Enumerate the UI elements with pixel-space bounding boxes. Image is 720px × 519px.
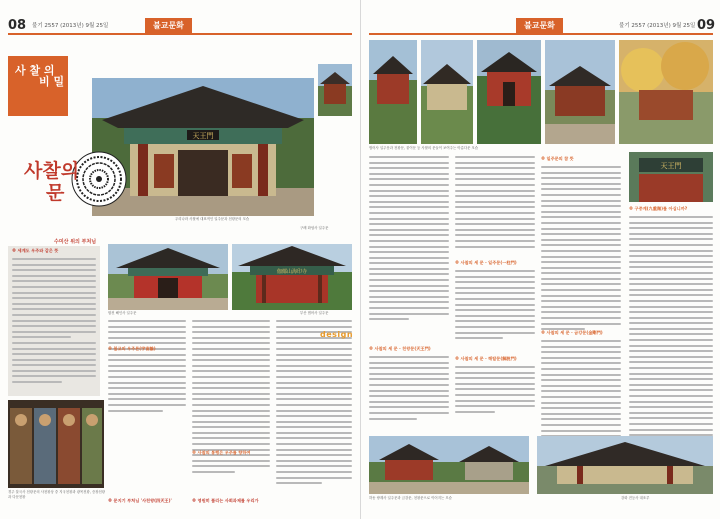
right-sign-text: 天王門 bbox=[660, 162, 682, 170]
subhead-5: ※ 영원히 풀리는 사회과제를 우리가 bbox=[192, 498, 259, 503]
box-title: 수미산 위의 부처님 bbox=[54, 239, 97, 245]
bottom-left-caption: 하동 쌍계사 일주문과 금강문, 천왕문으로 이어지는 모습 bbox=[369, 496, 452, 500]
intro-text-column bbox=[12, 258, 96, 387]
small-gate-photo bbox=[318, 64, 352, 116]
heavenly-kings-photo bbox=[8, 400, 104, 488]
right-subhead-1: ※ 일주문의 참 뜻 bbox=[541, 156, 574, 161]
right-bottom-photo-right bbox=[537, 436, 713, 494]
body-column-1 bbox=[108, 320, 186, 415]
right-side-photo bbox=[629, 152, 713, 202]
right-body-column-1 bbox=[369, 156, 449, 324]
subhead-2: ※ 불교의 우주론(宇宙論) bbox=[108, 346, 156, 351]
gate-sign-text: 天王門 bbox=[192, 132, 214, 140]
small-photo-caption: 구례 화엄사 일주문 bbox=[300, 226, 329, 230]
left-page-header bbox=[0, 18, 360, 34]
page-number: 08 bbox=[8, 18, 27, 33]
subhead-1: ※ 세계도 우주와 같은 뜻 bbox=[12, 248, 59, 253]
section-tab: 불교문화 bbox=[516, 18, 563, 34]
right-subhead-4: ※ 사찰의 세 문 · 천왕문(天王門) bbox=[369, 346, 431, 351]
main-title bbox=[24, 160, 79, 204]
right-photo-1 bbox=[369, 40, 417, 144]
badge-line-1: 사 찰 의 bbox=[15, 64, 55, 77]
right-body-column-2b bbox=[455, 270, 535, 343]
haeinsa-caption: 합천 해인사 일주문 bbox=[108, 311, 137, 315]
subhead-4: ※ 문지기 부처님 '사천왕(四天王)' bbox=[108, 498, 172, 503]
right-body-column-2c bbox=[455, 366, 535, 416]
design-watermark: design bbox=[320, 330, 354, 339]
right-page bbox=[360, 0, 720, 519]
right-page-header bbox=[361, 18, 720, 34]
beomeosa-sign-text: 伽倻山海印寺 bbox=[276, 269, 308, 275]
page-number: 09 bbox=[697, 18, 716, 33]
issue-date: 불기 2557 (2013년) 9월 25일 bbox=[32, 23, 109, 29]
right-photo-2 bbox=[421, 40, 473, 144]
issue-date: 불기 2557 (2013년) 9월 25일 bbox=[619, 23, 696, 29]
right-photo-3 bbox=[477, 40, 541, 144]
main-photo-caption: 우리나라 사찰에 대표적인 일주문과 천왕문의 모습 bbox=[175, 217, 250, 221]
series-badge bbox=[8, 56, 68, 116]
right-body-column-3 bbox=[541, 166, 621, 334]
right-bottom-photo-left bbox=[369, 436, 529, 494]
right-subhead-6: ※ 사찰의 세 문 · 해탈문(解脫門) bbox=[455, 356, 517, 361]
beomeosa-caption: 부산 범어사 일주문 bbox=[300, 311, 329, 315]
right-photo-4 bbox=[545, 40, 615, 144]
right-photo-5 bbox=[619, 40, 713, 144]
right-subhead-5: ※ 구중계(九重階)를 아십니까? bbox=[629, 206, 688, 211]
top-photos-caption: 범어사 일주문과 천왕문, 불이문 등 사찰의 문들이 보여주는 아름다운 모습 bbox=[369, 146, 479, 150]
badge-line-2: 비 밀 bbox=[39, 75, 65, 88]
right-body-column-1b bbox=[369, 356, 449, 423]
body-column-3 bbox=[276, 320, 352, 488]
main-title-line-2: 문 bbox=[46, 182, 65, 204]
bottom-right-caption: 강화 전등사 대조루 bbox=[621, 496, 650, 500]
right-subhead-2: ※ 사찰의 세 문 · 일주문(一柱門) bbox=[455, 260, 517, 265]
right-body-column-2 bbox=[455, 156, 535, 251]
haeinsa-gate-photo bbox=[108, 244, 228, 310]
section-tab: 불교문화 bbox=[145, 18, 192, 34]
kings-caption: 경주 불국사 천왕문의 사천왕상 중 지국천왕과 광목천왕, 증장천왕과 다문천왕 bbox=[8, 490, 106, 499]
main-title-line-1: 사찰의 bbox=[24, 160, 80, 182]
beomeosa-gate-photo bbox=[232, 244, 352, 310]
subhead-3: ※ 사찰의 통행은 우주를 향하여 bbox=[192, 450, 251, 455]
right-subhead-3: ※ 사찰의 세 문 · 금강문(金剛門) bbox=[541, 330, 603, 335]
